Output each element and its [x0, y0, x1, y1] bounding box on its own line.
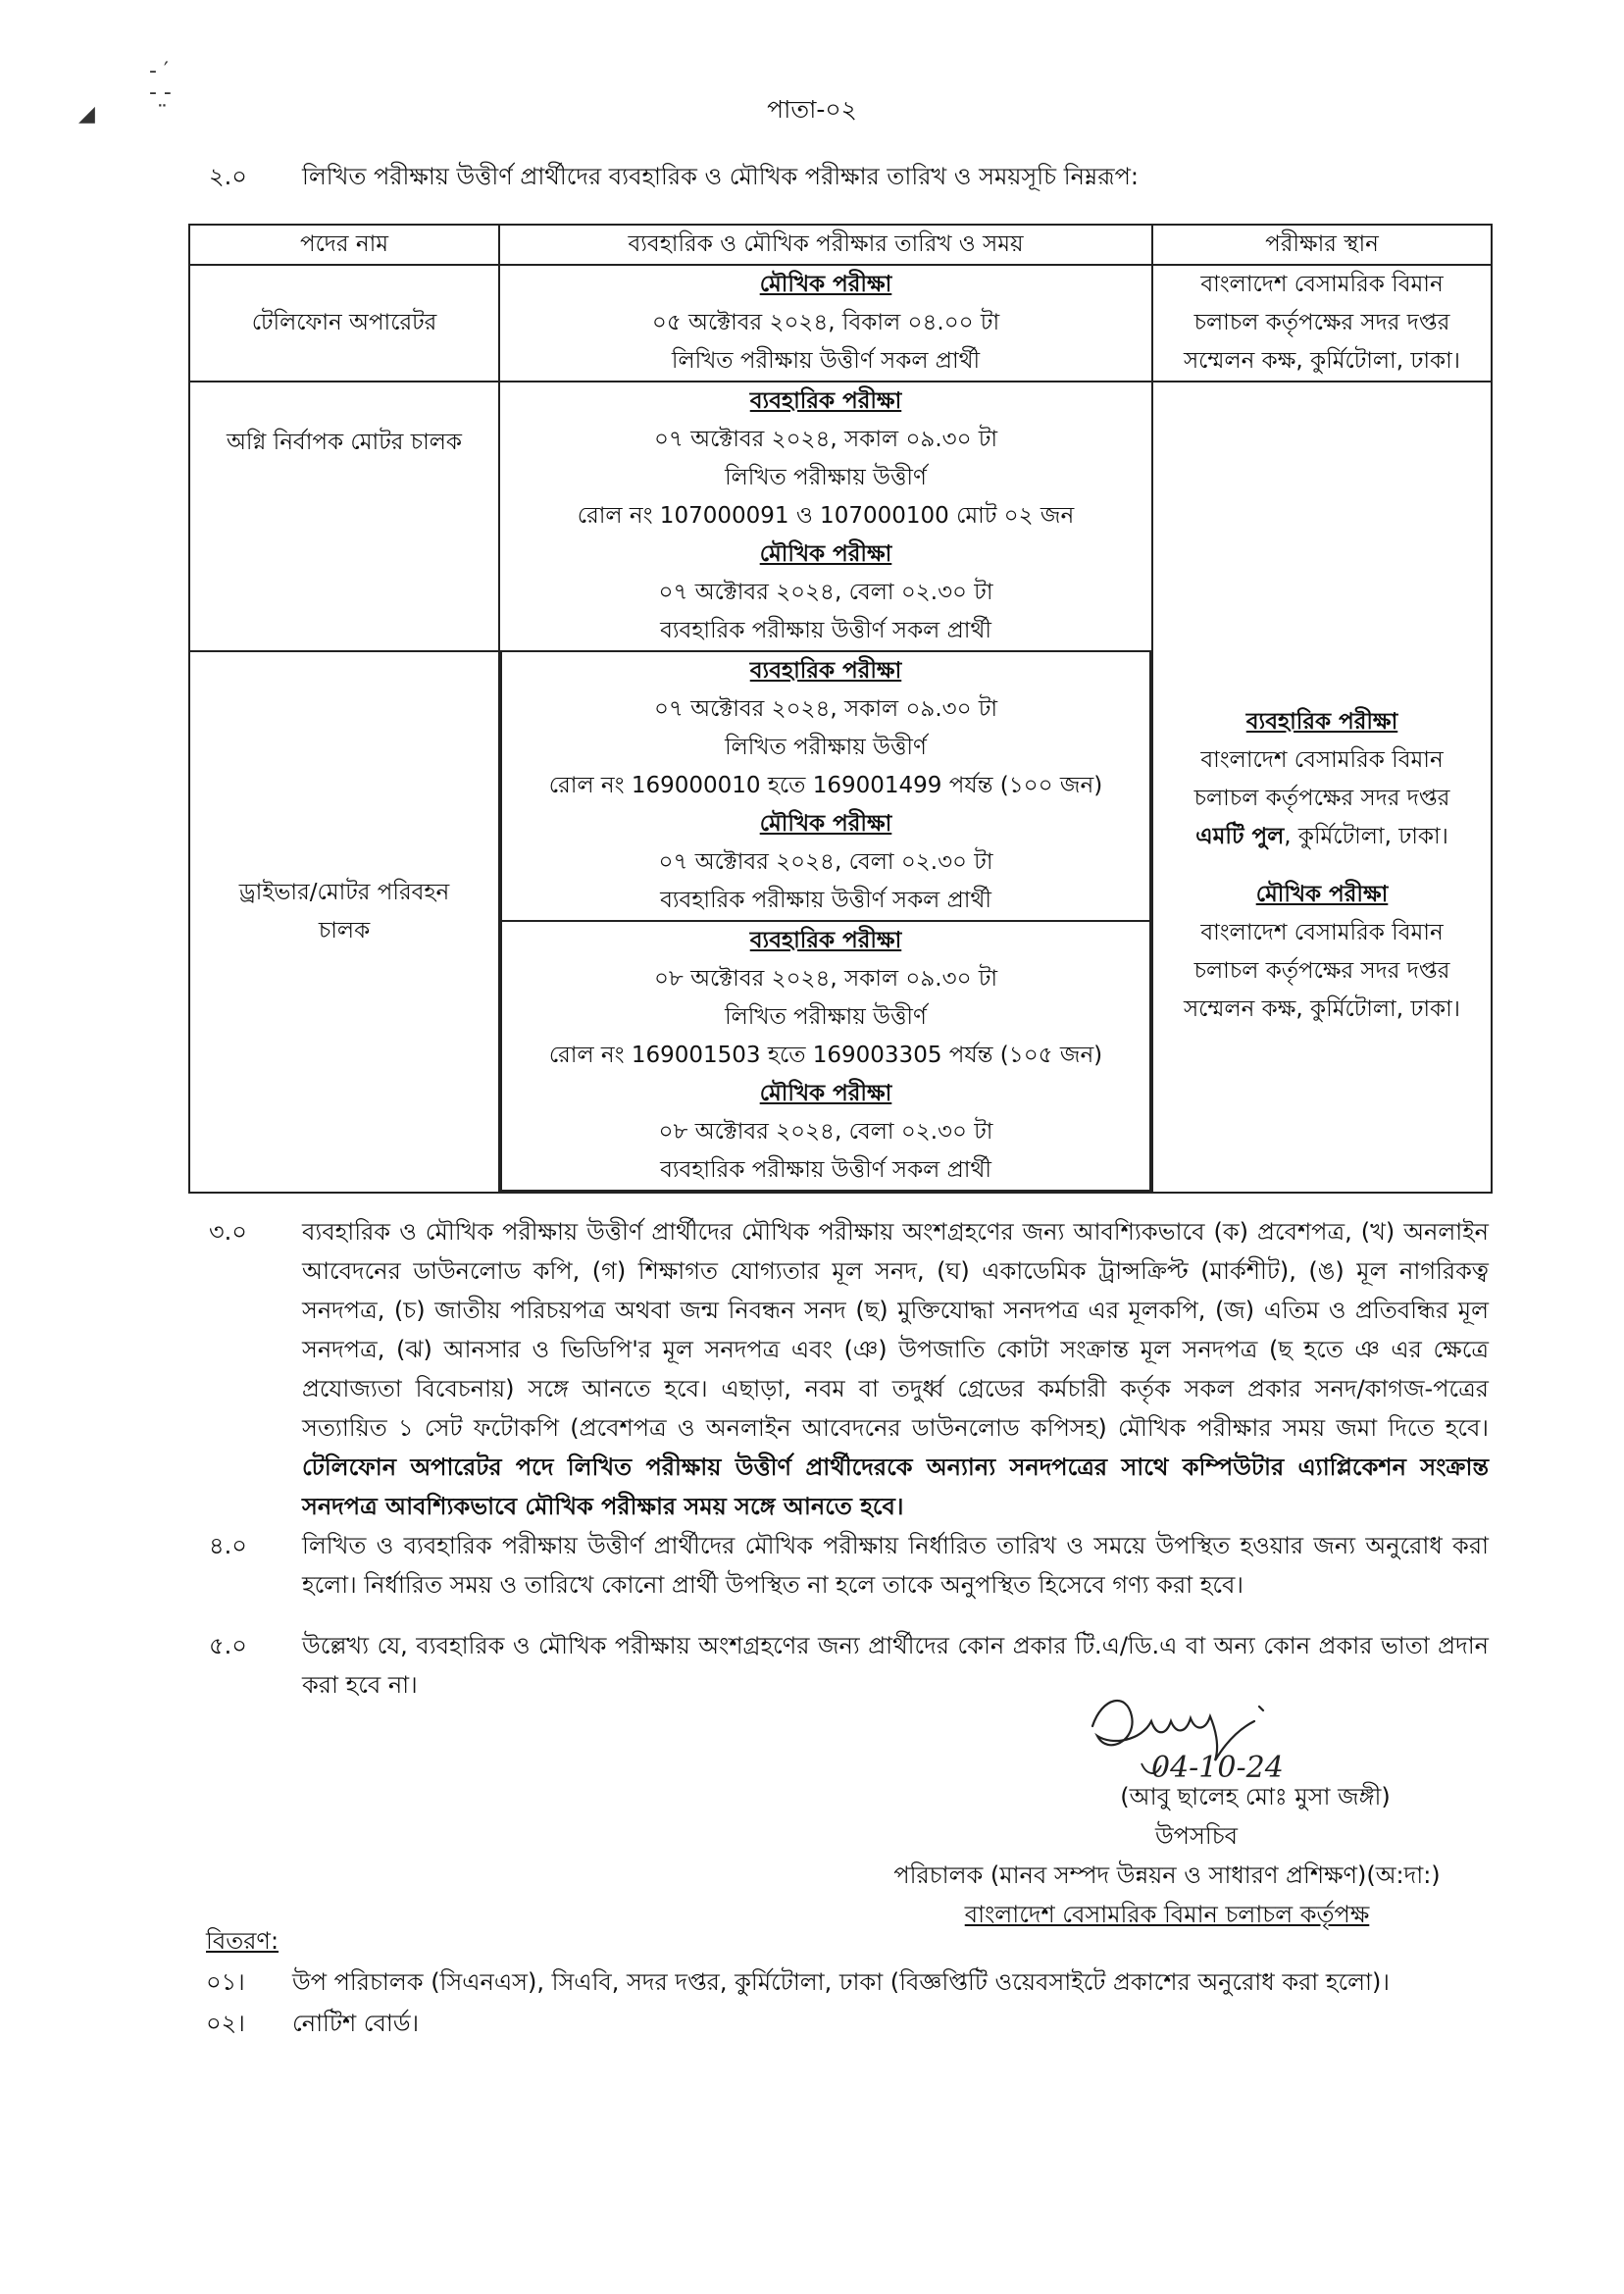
list-item: [206, 1962, 1390, 2003]
post-driver-line1: ড্রাইভার/মোটর পরিবহন: [238, 880, 450, 905]
table-row-telephone: [189, 265, 1492, 382]
venue-shared: [1152, 382, 1492, 1193]
oral-candidates: ব্যবহারিক পরীক্ষায় উত্তীর্ণ সকল প্রার্থী: [660, 618, 991, 643]
list-item: [206, 2003, 1390, 2044]
section-2-text: লিখিত পরীক্ষায় উত্তীর্ণ প্রার্থীদের ব্যবহারিক ও মৌখিক পরীক্ষার তারিখ ও সময়সূচি নিম্নরূপ:: [302, 163, 1140, 190]
venue-line: চলাচল কর্তৃপক্ষের সদর দপ্তর: [1193, 785, 1450, 811]
section-3-bold-note: টেলিফোন অপারেটর পদে লিখিত পরীক্ষায় উত্তীর্ণ প্রার্থীদেরকে অন্যান্য সনদপত্রের সাথে কম্পিউটার এ্যাপ্লিকেশন সংক্রান্ত সনদপত্র আবশ্যিকভাবে মৌখিক পরীক্ষার সময় সঙ্গে আনতে হবে।: [302, 1453, 1489, 1520]
handwritten-signature: [1083, 1687, 1318, 1785]
venue-oral-heading: মৌখিক পরীক্ষা: [1255, 881, 1389, 907]
schedule-table: [188, 224, 1493, 1194]
venue-line: সম্মেলন কক্ষ, কুর্মিটোলা, ঢাকা।: [1183, 995, 1461, 1022]
table-header-row: [189, 225, 1492, 265]
driver-schedule-days: [500, 652, 1151, 1192]
section-5-text: উল্লেখ্য যে, ব্যবহারিক ও মৌখিক পরীক্ষায় অংশগ্রহণের জন্য প্রার্থীদের কোন প্রকার টি.এ/ডি.এ বা অন্য কোন প্রকার ভাতা প্রদান করা হবে না।: [302, 1632, 1489, 1699]
venue-line: চলাচল কর্তৃপক্ষের সদর দপ্তর: [1193, 310, 1450, 335]
practical-date: ০৭ অক্টোবর ২০২৪, সকাল ০৯.৩০ টা: [653, 696, 998, 722]
table-row-fire-driver: [189, 382, 1492, 651]
oral-date: ০৭ অক্টোবর ২০২৪, বেলা ০২.৩০ টা: [658, 580, 993, 605]
section-2-number: ২.০: [209, 163, 247, 190]
venue-line-rest: , কুর্মিটোলা, ঢাকা।: [1284, 823, 1448, 849]
practical-candidates: লিখিত পরীক্ষায় উত্তীর্ণ: [725, 735, 927, 760]
practical-heading: ব্যবহারিক পরীক্ষা: [749, 928, 902, 953]
practical-date: ০৮ অক্টোবর ২০২৪, সকাল ০৯.৩০ টা: [653, 966, 998, 992]
oral-candidates: লিখিত পরীক্ষায় উত্তীর্ণ সকল প্রার্থী: [671, 348, 981, 374]
header-post: পদের নাম: [189, 225, 499, 265]
oral-candidates: ব্যবহারিক পরীক্ষায় উত্তীর্ণ সকল প্রার্থী: [660, 1157, 991, 1183]
signature-date: 04-10-24: [1151, 1751, 1284, 1785]
section-3-text: ব্যবহারিক ও মৌখিক পরীক্ষায় উত্তীর্ণ প্রার্থীদের মৌখিক পরীক্ষায় অংশগ্রহণের জন্য আবশ্যিকভাবে (ক) প্রবেশপত্র, (খ) অনলাইন আবেদনের ডাউনলোড কপি, (গ) শিক্ষাগত যোগ্যতার মূল সনদ, (ঘ) একাডেমিক ট্রান্সক্রিপ্ট (মার্কশীট), (ঙ) মূল নাগরিকত্ব সনদপত্র, (চ) জাতীয় পরিচয়পত্র অথবা জন্ম নিবন্ধন সনদ (ছ) মুক্তিযোদ্ধা সনদপত্র এর মূলকপি, (জ) এতিম ও প্রতিবন্ধির মূল সনদপত্র, (ঝ) আনসার ও ভিডিপি'র মূল সনদপত্র এবং (ঞ) উপজাতি কোটা সংক্রান্ত মূল সনদপত্র (ছ হতে ঞ এর ক্ষেত্রে প্রযোজ্যতা বিবেচনায়) সঙ্গে আনতে হবে। এছাড়া, নবম বা তদুর্ধ্ব গ্রেডের কর্মচারী কর্তৃক সকল প্রকার সনদ/কাগজ-পত্রের সত্যায়িত ১ সেট ফটোকপি (প্রবেশপত্র ও অনলাইন আবেদনের ডাউনলোড কপিসহ) মৌখিক পরীক্ষার সময় জমা দিতে হবে।: [302, 1218, 1489, 1442]
list-item-text: উপ পরিচালক (সিএনএস), সিএবি, সদর দপ্তর, কুর্মিটোলা, ঢাকা (বিজ্ঞপ্তিটি ওয়েবসাইটে প্রকাশের অনুরোধ করা হলো)।: [292, 1968, 1390, 1996]
practical-candidates: লিখিত পরীক্ষায় উত্তীর্ণ: [725, 1004, 927, 1030]
post-driver-line2: চালক: [318, 918, 371, 943]
section-4-number: ৪.০: [209, 1532, 247, 1559]
venue-line: চলাচল কর্তৃপক্ষের সদর দপ্তর: [1193, 957, 1450, 984]
signatory-organization: বাংলাদেশ বেসামরিক বিমান চলাচল কর্তৃপক্ষ: [964, 1901, 1370, 1928]
practical-heading: ব্যবহারিক পরীক্ষা: [749, 658, 902, 684]
driver-day-2: [501, 921, 1150, 1191]
practical-heading: ব্যবহারিক পরীক্ষা: [749, 388, 902, 414]
venue-line: বাংলাদেশ বেসামরিক বিমান: [1200, 272, 1444, 297]
venue-practical-heading: ব্যবহারিক পরীক্ষা: [1245, 708, 1398, 735]
list-item-text: নোটিশ বোর্ড।: [292, 2010, 420, 2037]
venue-line: বাংলাদেশ বেসামরিক বিমান: [1200, 919, 1444, 945]
list-item-number: ০২।: [206, 2010, 245, 2037]
venue-line: সম্মেলন কক্ষ, কুর্মিটোলা, ঢাকা।: [1183, 348, 1461, 374]
signatory-name: (আবু ছালেহ মোঃ মুসা জঙ্গী): [1120, 1783, 1391, 1810]
practical-rolls: রোল নং 107000091 ও 107000100 মোট ০২ জন: [577, 503, 1075, 529]
signatory-designation: উপসচিব: [1154, 1822, 1239, 1850]
section-3: [209, 1212, 1489, 1526]
venue-telephone: [1152, 265, 1492, 382]
section-3-number: ৩.০: [209, 1218, 247, 1246]
distribution-list: [206, 1920, 1390, 2044]
distribution-title: বিতরণ:: [206, 1927, 279, 1955]
oral-heading: মৌখিক পরীক্ষা: [759, 541, 892, 567]
schedule-telephone: [499, 265, 1152, 382]
oral-heading: মৌখিক পরীক্ষা: [759, 1081, 892, 1106]
schedule-driver: [499, 651, 1152, 1193]
scan-marks: - ′ - - ◢ ¨: [78, 59, 172, 127]
page-number: পাতা-০২: [767, 95, 857, 124]
practical-rolls: রোল নং 169000010 হতে 169001499 পর্যন্ত (১০০ জন): [548, 773, 1103, 798]
header-schedule: ব্যবহারিক ও মৌখিক পরীক্ষার তারিখ ও সময়: [499, 225, 1152, 265]
practical-rolls: রোল নং 169001503 হতে 169003305 পর্যন্ত (১০৫ জন): [548, 1043, 1103, 1068]
header-venue: পরীক্ষার স্থান: [1152, 225, 1492, 265]
signatory-office: পরিচালক (মানব সম্পদ উন্নয়ন ও সাধারণ প্রশিক্ষণ)(অ:দা:): [893, 1861, 1441, 1889]
list-item-number: ০১।: [206, 1968, 245, 1996]
venue-mt-pool: এমটি পুল: [1195, 823, 1285, 849]
post-fire-driver: অগ্নি নির্বাপক মোটর চালক: [189, 382, 499, 651]
oral-date: ০৮ অক্টোবর ২০২৪, বেলা ০২.৩০ টা: [658, 1119, 993, 1145]
section-4-text: লিখিত ও ব্যবহারিক পরীক্ষায় উত্তীর্ণ প্রার্থীদের মৌখিক পরীক্ষায় নির্ধারিত তারিখ ও সময়ে উপস্থিত হওয়ার জন্য অনুরোধ করা হলো। নির্ধারিত সময় ও তারিখে কোনো প্রার্থী উপস্থিত না হলে তাকে অনুপস্থিত হিসেবে গণ্য করা হবে।: [302, 1532, 1489, 1599]
schedule-fire-driver: [499, 382, 1152, 651]
practical-date: ০৭ অক্টোবর ২০২৪, সকাল ০৯.৩০ টা: [653, 427, 998, 452]
section-5-number: ৫.০: [209, 1632, 247, 1659]
section-4: [209, 1526, 1489, 1605]
signature-block: [863, 1777, 1471, 1934]
oral-date: ০৭ অক্টোবর ২০২৪, বেলা ০২.৩০ টা: [658, 849, 993, 875]
venue-line: [1153, 818, 1491, 856]
oral-heading: মৌখিক পরীক্ষা: [759, 272, 892, 297]
oral-heading: মৌখিক পরীক্ষা: [759, 811, 892, 837]
oral-candidates: ব্যবহারিক পরীক্ষায় উত্তীর্ণ সকল প্রার্থী: [660, 888, 991, 913]
post-driver: [189, 651, 499, 1193]
practical-candidates: লিখিত পরীক্ষায় উত্তীর্ণ: [725, 465, 927, 490]
venue-line: বাংলাদেশ বেসামরিক বিমান: [1200, 746, 1444, 773]
driver-day-1: [501, 652, 1150, 921]
oral-date: ০৫ অক্টোবর ২০২৪, বিকাল ০৪.০০ টা: [651, 310, 1000, 335]
post-telephone: টেলিফোন অপারেটর: [189, 265, 499, 382]
section-2: [209, 157, 1508, 196]
